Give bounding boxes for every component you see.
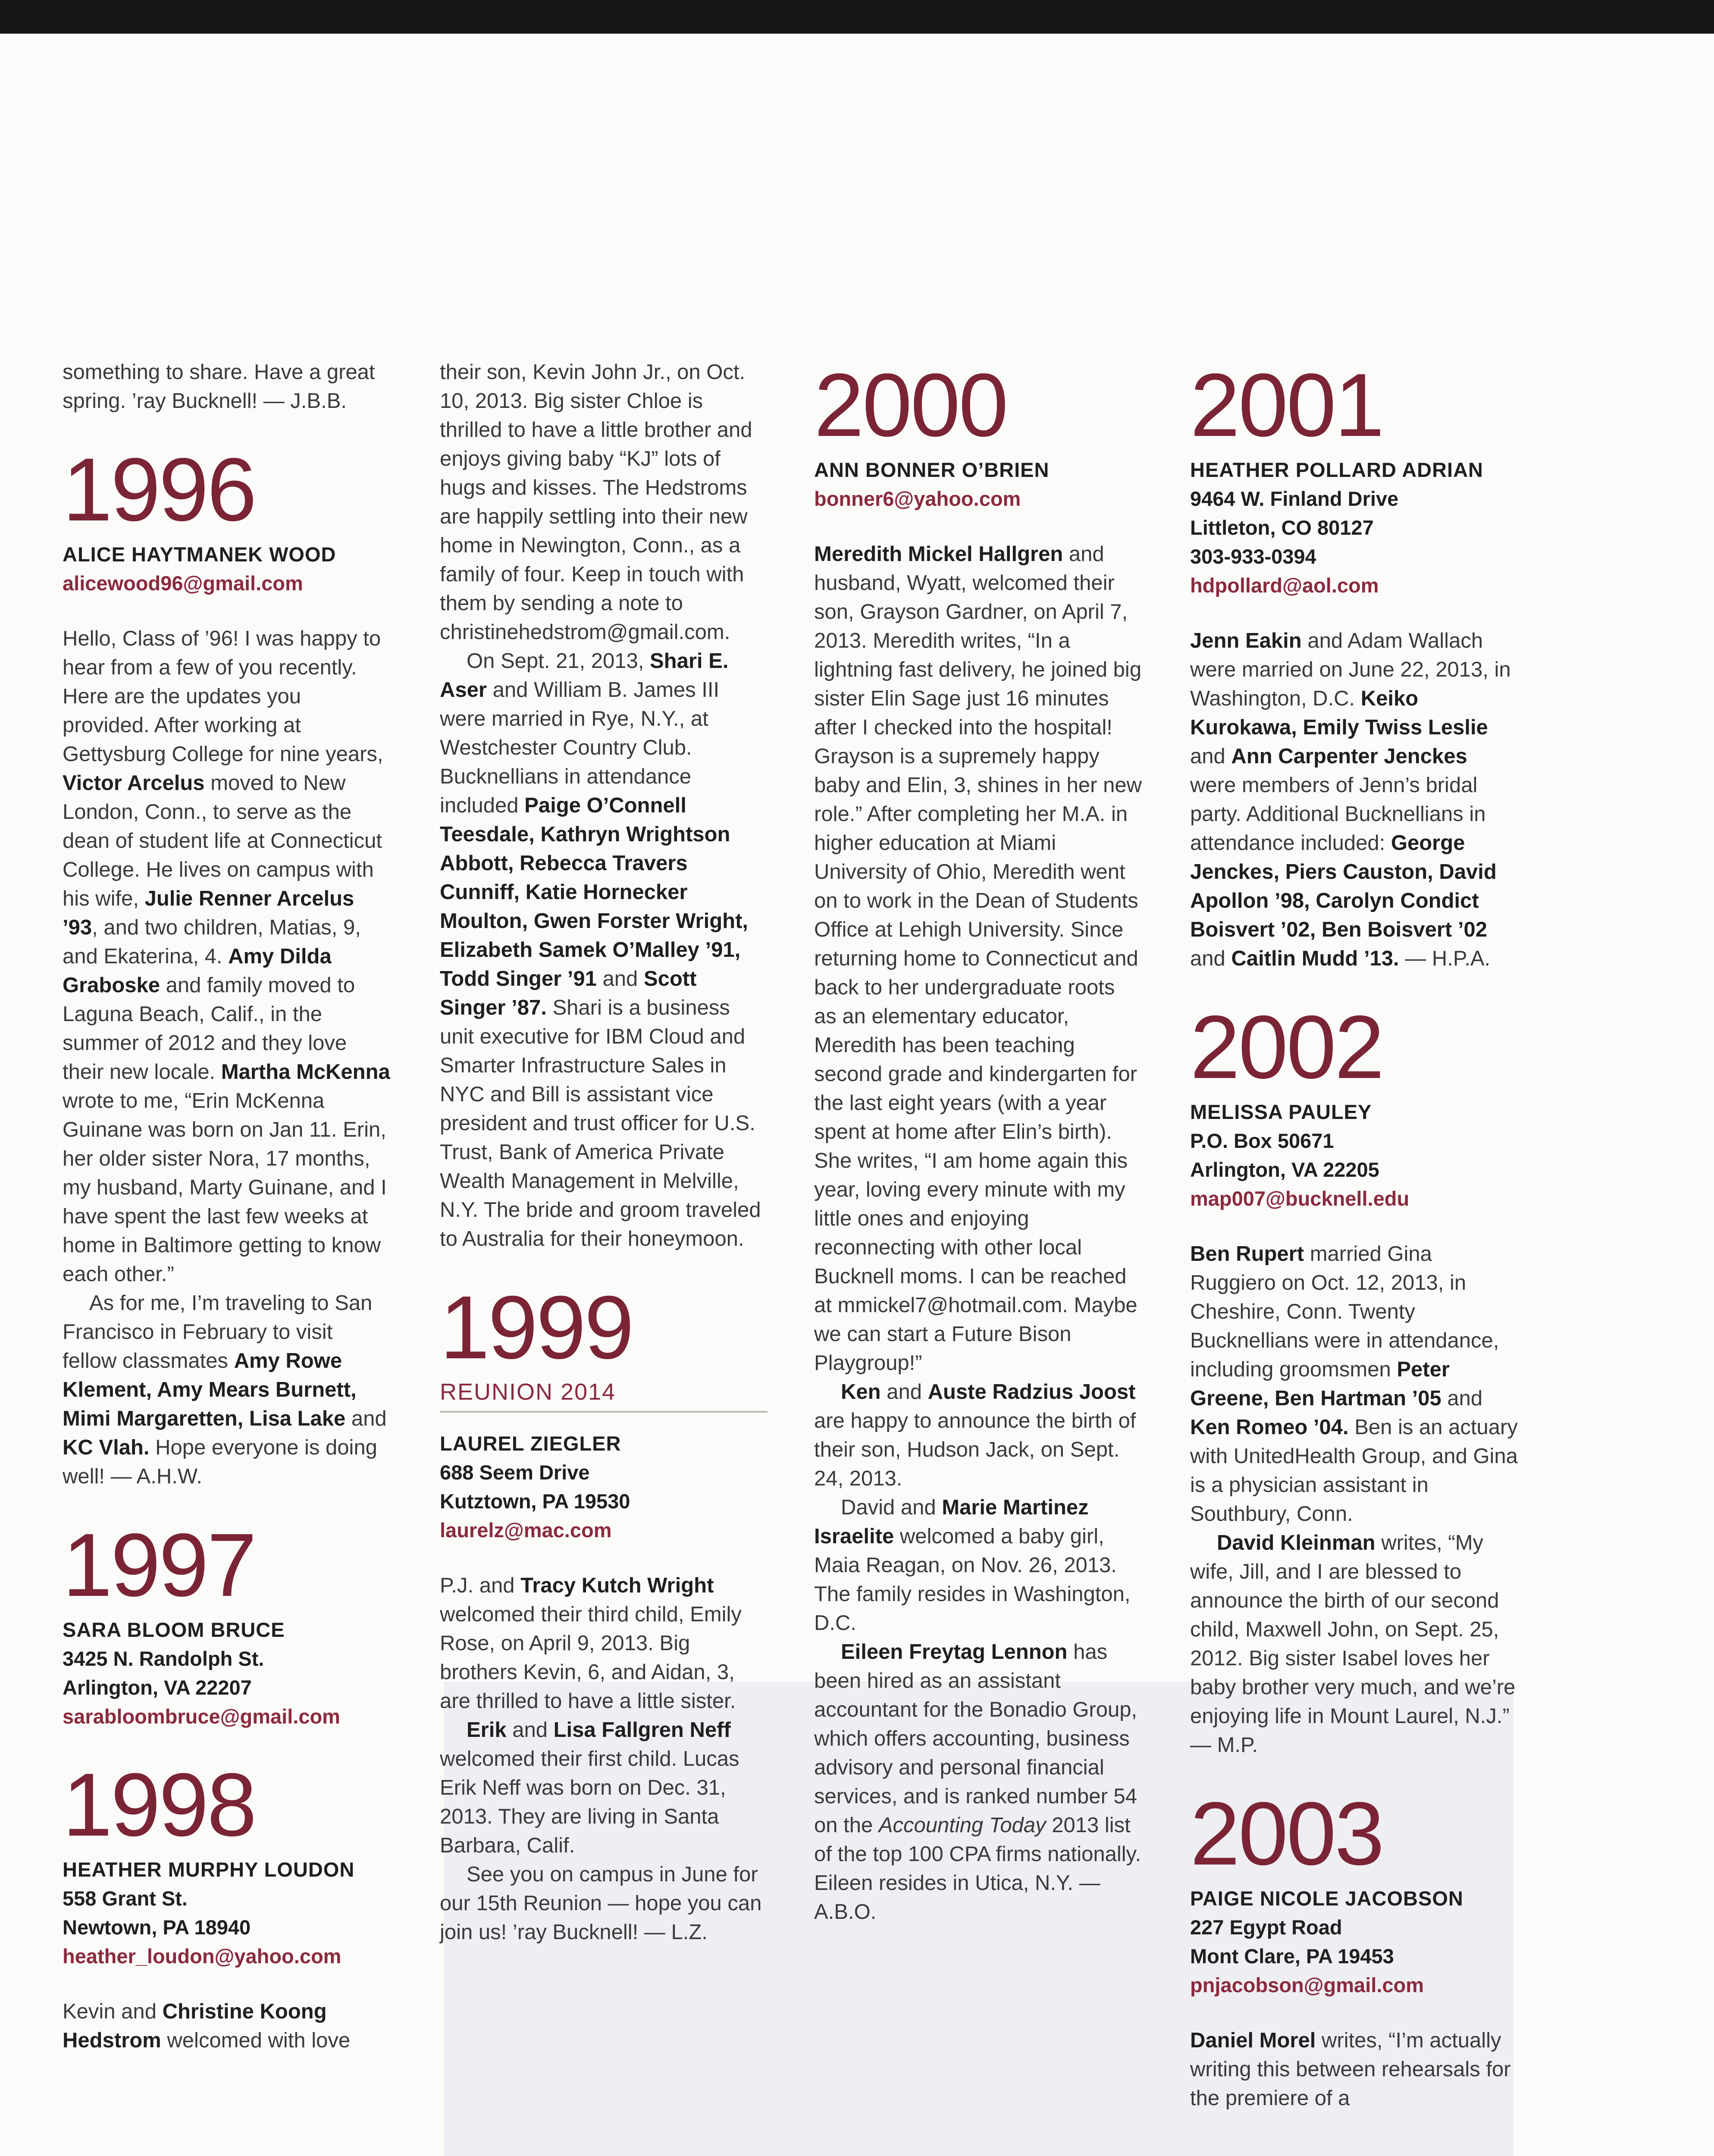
- class-note: Kevin and Christine Koong Hedstrom welcomed with love: [63, 2000, 351, 2052]
- year-heading: 1998: [63, 1755, 255, 1855]
- correspondent-email[interactable]: heather_loudon@yahoo.com: [63, 1945, 342, 1968]
- correspondent-address: P.O. Box 50671: [1190, 1129, 1334, 1152]
- year-heading: 1996: [63, 440, 255, 540]
- correspondent-name: ANN BONNER O’BRIEN: [814, 458, 1050, 481]
- correspondent-info: [1190, 455, 1518, 600]
- correspondent-info: [63, 1855, 390, 1971]
- class-note: David Kleinman writes, “My wife, Jill, and I are blessed to announce the birth of our second child, Maxwell John, on Sept. 25, 2012. Big sister Isabel loves her baby brother very much, and we’re enjoying life in Mount Laurel, N.J.” — M.P.: [1190, 1531, 1516, 1757]
- correspondent-address: 9464 W. Finland Drive: [1190, 487, 1399, 510]
- year-heading: 2003: [1190, 1784, 1383, 1884]
- column-2: [440, 358, 768, 1947]
- reunion-label: REUNION 2014: [440, 1378, 768, 1413]
- correspondent-email[interactable]: bonner6@yahoo.com: [814, 487, 1021, 510]
- class-note: Ben Rupert married Gina Ruggiero on Oct. 12, 2013, in Cheshire, Conn. Twenty Bucknellians were in attendance, including groomsmen Peter Greene, Ben Hartman ’05 and Ken Romeo ’04. Ben is an actuary with UnitedHealth Group, and Gina is a physician assistant in Southbury, Conn.: [1190, 1242, 1518, 1526]
- class-note: On Sept. 21, 2013, Shari E. Aser and William B. James III were married in Rye, N.Y., at Westchester Country Club. Bucknellians in attendance included Paige O’Connell Teesdale, Kathryn Wrightson Abbott, Rebecca Travers Cunniff, Katie Hornecker Moulton, Gwen Forster Wright, Elizabeth Samek O’Malley ’91, Todd Singer ’91 and Scott Singer ’87. Shari is a business unit executive for IBM Cloud and Smarter Infrastructure Sales in NYC and Bill is assistant vice president and trust officer for U.S. Trust, Bank of America Private Wealth Management in Melville, N.Y. The bride and groom traveled to Australia for their honeymoon.: [440, 649, 761, 1250]
- correspondent-phone: 303-933-0394: [1190, 545, 1316, 568]
- correspondent-email[interactable]: laurelz@mac.com: [440, 1519, 612, 1542]
- correspondent-name: PAIGE NICOLE JACOBSON: [1190, 1887, 1463, 1910]
- class-note: Daniel Morel writes, “I’m actually writing this between rehearsals for the premiere of a: [1190, 2029, 1511, 2110]
- class-note: See you on campus in June for our 15th Reunion — hope you can join us! ’ray Bucknell! — L.Z.: [440, 1863, 762, 1944]
- section-2001: [1190, 355, 1518, 973]
- class-note: Ken and Auste Radzius Joost are happy to announce the birth of their son, Hudson Jack, on Sept. 24, 2013.: [814, 1380, 1136, 1490]
- correspondent-address: 227 Egypt Road: [1190, 1916, 1342, 1939]
- correspondent-city: Arlington, VA 22205: [1190, 1158, 1379, 1181]
- correspondent-info: [1190, 1097, 1518, 1213]
- class-note: Erik and Lisa Fallgren Neff welcomed their first child. Lucas Erik Neff was born on Dec. 31, 2013. They are living in Santa Barbara, Calif.: [440, 1718, 739, 1857]
- column-3: [814, 355, 1142, 1927]
- correspondent-name: SARA BLOOM BRUCE: [63, 1618, 285, 1641]
- correspondent-info: [1190, 1884, 1518, 1999]
- correspondent-city: Newtown, PA 18940: [63, 1916, 251, 1939]
- column-4: [1190, 355, 1518, 2113]
- scan-border: [0, 0, 1714, 34]
- year-heading: 1997: [63, 1515, 255, 1615]
- correspondent-info: [63, 540, 390, 598]
- correspondent-email[interactable]: alicewood96@gmail.com: [63, 572, 303, 595]
- correspondent-name: HEATHER MURPHY LOUDON: [63, 1858, 355, 1881]
- correspondent-address: 3425 N. Randolph St.: [63, 1647, 264, 1670]
- section-2003: [1190, 1786, 1518, 2113]
- class-note: As for me, I’m traveling to San Francisco in February to visit fellow classmates Amy Rowe Klement, Amy Mears Burnett, Mimi Margaretten, Lisa Lake and KC Vlah. Hope everyone is doing well! — A.H.W.: [63, 1291, 387, 1488]
- correspondent-email[interactable]: sarabloombruce@gmail.com: [63, 1705, 340, 1728]
- correspondent-email[interactable]: map007@bucknell.edu: [1190, 1187, 1410, 1210]
- correspondent-info: [440, 1378, 768, 1545]
- section-1999: [440, 1280, 768, 1947]
- section-1997: [63, 1515, 390, 1731]
- section-1996: [63, 442, 390, 1491]
- correspondent-info: [814, 455, 1142, 513]
- correspondent-name: LAUREL ZIEGLER: [440, 1432, 621, 1455]
- section-1998: [63, 1755, 390, 2055]
- correspondent-email[interactable]: hdpollard@aol.com: [1190, 574, 1379, 597]
- correspondent-city: Littleton, CO 80127: [1190, 516, 1374, 539]
- column-1: [63, 358, 390, 2055]
- correspondent-address: 558 Grant St.: [63, 1887, 188, 1910]
- class-note: their son, Kevin John Jr., on Oct. 10, 2013. Big sister Chloe is thrilled to have a little brother and enjoys giving baby “KJ” lots of hugs and kisses. The Hedstroms are happily settling into their new home in Newington, Conn., as a family of four. Keep in touch with them by sending a note to christinehedstrom@gmail.com.: [440, 360, 752, 644]
- intro-text: something to share. Have a great spring. ’ray Bucknell! — J.B.B.: [63, 360, 375, 413]
- correspondent-address: 688 Seem Drive: [440, 1461, 590, 1484]
- correspondent-name: MELISSA PAULEY: [1190, 1100, 1372, 1123]
- correspondent-city: Kutztown, PA 19530: [440, 1490, 630, 1513]
- year-heading: 2000: [814, 355, 1007, 455]
- year-heading: 1999: [440, 1278, 633, 1378]
- class-note: Hello, Class of ’96! I was happy to hear from a few of you recently. Here are the updates you provided. After working at Gettysburg College for nine years, Victor Arcelus moved to New London, Conn., to serve as the dean of student life at Connecticut College. He lives on campus with his wife, Julie Renner Arcelus ’93, and two children, Matias, 9, and Ekaterina, 4. Amy Dilda Graboske and family moved to Laguna Beach, Calif., in the summer of 2012 and they love their new locale. Martha McKenna wrote to me, “Erin McKenna Guinane was born on Jan 11. Erin, her older sister Nora, 17 months, my husband, Marty Guinane, and I have spent the last few weeks at home in Baltimore getting to know each other.”: [63, 627, 390, 1286]
- class-note: Meredith Mickel Hallgren and husband, Wyatt, welcomed their son, Grayson Gardner, on April 7, 2013. Meredith writes, “In a lightning fast delivery, he joined big sister Elin Sage just 16 minutes after I checked into the hospital! Grayson is a supremely happy baby and Elin, 3, shines in her new role.” After completing her M.A. in higher education at Miami University of Ohio, Meredith went on to work in the Dean of Students Office at Lehigh University. Since returning home to Connecticut and back to her undergraduate roots as an elementary educator, Meredith has been teaching second grade and kindergarten for the last eight years (with a year spent at home after Elin’s birth). She writes, “I am home again this year, loving every minute with my little ones and enjoying reconnecting with other local Bucknell moms. I can be reached at mmickel7@hotmail.com. Maybe we can start a Future Bison Playgroup!”: [814, 542, 1142, 1375]
- class-note: David and Marie Martinez Israelite welcomed a baby girl, Maia Reagan, on Nov. 26, 2013. The family resides in Washington, D.C.: [814, 1496, 1131, 1635]
- correspondent-city: Arlington, VA 22207: [63, 1676, 252, 1699]
- section-2002: [1190, 997, 1518, 1760]
- class-note: Jenn Eakin and Adam Wallach were married on June 22, 2013, in Washington, D.C. Keiko Kurokawa, Emily Twiss Leslie and Ann Carpenter Jenckes were members of Jenn’s bridal party. Additional Bucknellians in attendance included: George Jenckes, Piers Causton, David Apollon ’98, Carolyn Condict Boisvert ’02, Ben Boisvert ’02 and Caitlin Mudd ’13. — H.P.A.: [1190, 629, 1511, 970]
- class-note: P.J. and Tracy Kutch Wright welcomed their third child, Emily Rose, on April 9, 2013. Big brothers Kevin, 6, and Aidan, 3, are thrilled to have a little sister.: [440, 1574, 742, 1713]
- class-note: Eileen Freytag Lennon has been hired as an assistant accountant for the Bonadio Group, which offers accounting, business advisory and personal financial services, and is ranked number 54 on the Accounting Today 2013 list of the top 100 CPA firms nationally. Eileen resides in Utica, N.Y. — A.B.O.: [814, 1640, 1141, 1924]
- year-heading: 2002: [1190, 997, 1383, 1097]
- year-heading: 2001: [1190, 355, 1383, 455]
- correspondent-name: ALICE HAYTMANEK WOOD: [63, 543, 336, 566]
- correspondent-info: [63, 1615, 390, 1731]
- correspondent-name: HEATHER POLLARD ADRIAN: [1190, 458, 1483, 481]
- section-2000: [814, 355, 1142, 1927]
- correspondent-email[interactable]: pnjacobson@gmail.com: [1190, 1974, 1424, 1996]
- correspondent-city: Mont Clare, PA 19453: [1190, 1945, 1394, 1968]
